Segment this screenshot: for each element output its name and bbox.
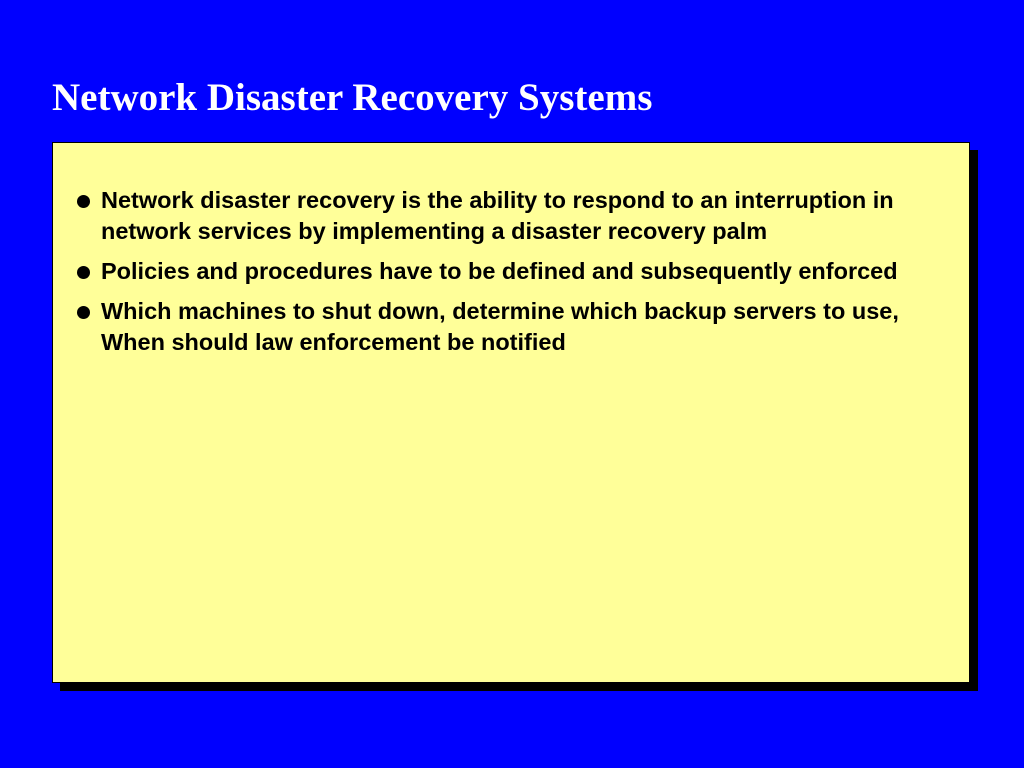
bullet-text: Which machines to shut down, determine which backup servers to use, When should law enforcement be notified: [101, 298, 899, 355]
bullet-list: [75, 185, 955, 367]
slide-title: Network Disaster Recovery Systems: [52, 76, 653, 119]
bullet-dot-icon: [77, 306, 90, 319]
content-box: [52, 142, 970, 683]
bullet-item: [75, 256, 955, 287]
bullet-dot-icon: [77, 195, 90, 208]
bullet-text: Policies and procedures have to be defined and subsequently enforced: [101, 258, 898, 284]
bullet-item: [75, 296, 955, 358]
bullet-text: Network disaster recovery is the ability to respond to an interruption in network services by implementing a disaster recovery palm: [101, 187, 894, 244]
bullet-dot-icon: [77, 266, 90, 279]
bullet-item: [75, 185, 955, 247]
